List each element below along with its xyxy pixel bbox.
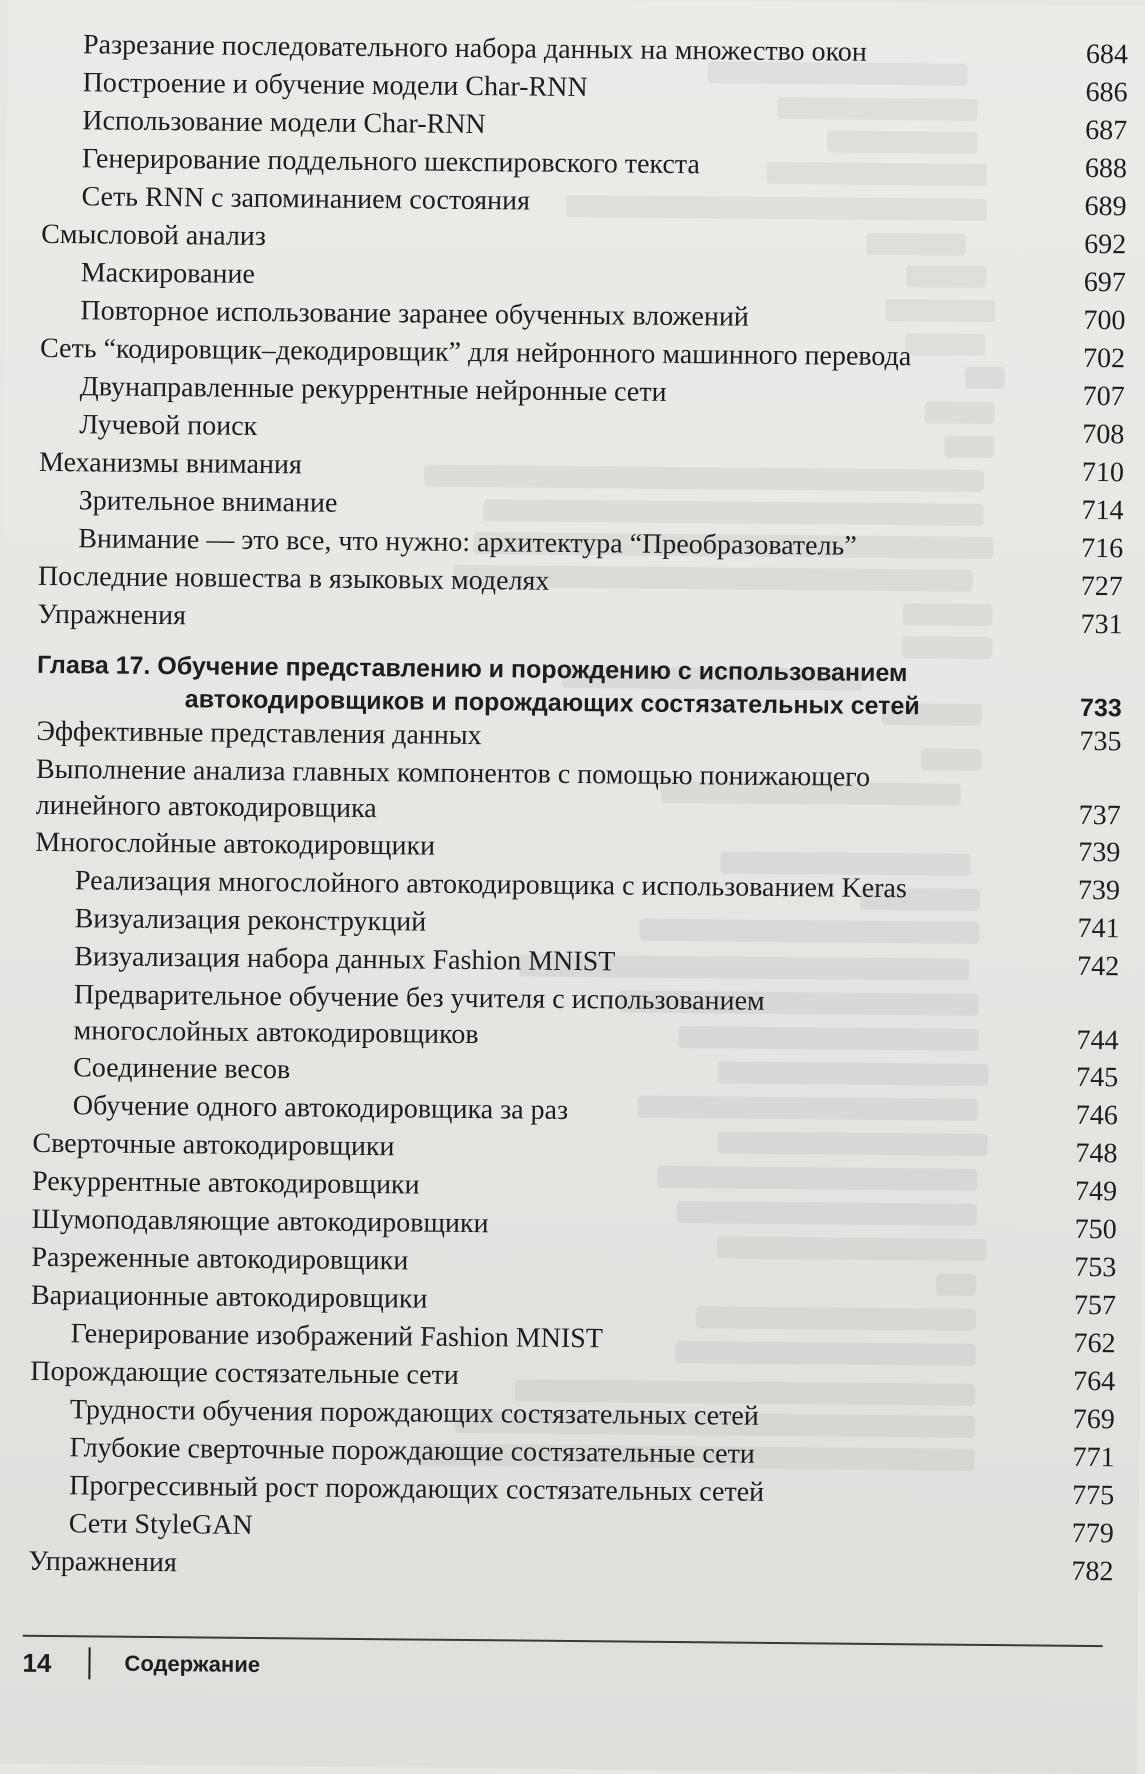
toc-entry-title-text: Использование модели Char-RNN (82, 105, 486, 141)
toc-entry-title-continuation: линейного автокодировщика (35, 790, 377, 825)
toc-entry-title-text: Сеть RNN с запоминанием состояния (81, 181, 531, 217)
toc-entry-page-number: 739 (1078, 836, 1121, 869)
toc-entry-title-text: Глубокие сверточные порождающие состязательные сети (69, 1431, 755, 1470)
toc-entry-title-text: Генерирование изображений Fashion MNIST (70, 1317, 604, 1354)
toc-entry-page-number: 739 (1077, 874, 1121, 907)
toc-entry-page-number: 735 (1079, 725, 1122, 758)
toc-entry-title-text: Упражнения (37, 598, 187, 632)
toc-entry-page-number: 782 (1071, 1555, 1114, 1587)
toc-entry-page-number: 753 (1074, 1251, 1117, 1283)
footer-rule (23, 1635, 1103, 1647)
toc-entry-page-number: 775 (1072, 1479, 1115, 1511)
chapter-title (32, 649, 1053, 724)
toc-entry-title-text: Повторное использование заранее обученных вложений (80, 295, 750, 333)
toc-entry-page-number: 697 (1083, 266, 1126, 299)
toc-entry-page-number: 742 (1077, 950, 1120, 983)
toc-entry-page-number: 700 (1083, 304, 1126, 337)
toc-entry-title-text: Предварительное обучение без учителя с использованием (73, 979, 765, 1017)
toc-entry-page-number: 746 (1075, 1099, 1118, 1131)
toc-entry[interactable] (31, 752, 1132, 835)
toc-entry-page-number: 731 (1080, 608, 1123, 641)
toc-entries-bottom (23, 714, 1131, 1592)
toc-entry-page-number: 714 (1081, 494, 1124, 527)
toc-entry-title-text: Зрительное внимание (78, 485, 338, 519)
toc-entry-page-number: 689 (1084, 190, 1127, 223)
toc-entry-page-number: 687 (1085, 114, 1128, 147)
page-footer (22, 1647, 260, 1681)
toc-entry-title-text: Выполнение анализа главных компонентов с помощью понижающего (35, 753, 871, 793)
toc-entry-title-text: Двунаправленные рекуррентные нейронные сети (79, 371, 667, 408)
toc-entry-page-number: 757 (1073, 1289, 1117, 1321)
toc-entry-page-number: 764 (1073, 1365, 1116, 1397)
toc-entry-page-number: 727 (1080, 570, 1124, 603)
toc-entry-page-number: 684 (1085, 38, 1129, 71)
toc-entry-page-number: 716 (1081, 532, 1124, 565)
running-footer-title: Содержание (124, 1650, 261, 1678)
chapter-title-line2: автокодировщиков и порождающих состязательных сетей (184, 684, 920, 720)
toc-entry-title-text: Разрезание последовательного набора данных на множество окон (82, 29, 867, 68)
toc-entry[interactable] (28, 977, 1129, 1060)
toc-entry-title-text: Визуализация набора данных Fashion MNIST (74, 941, 616, 978)
toc-entry-page-number: 707 (1082, 380, 1125, 413)
toc-entries-top (32, 27, 1138, 646)
toc-entry-title-text: Сверточные автокодировщики (32, 1127, 395, 1162)
toc-entry-title-text: Внимание — это все, что нужно: архитектура “Преобразователь” (78, 523, 857, 562)
toc-entry-title-text: Эффективные представления данных (36, 715, 482, 752)
chapter-page-number: 733 (1079, 693, 1122, 722)
footer-separator (88, 1647, 90, 1679)
toc-entry-page-number: 769 (1072, 1403, 1116, 1435)
toc-entry-page-number: 779 (1071, 1517, 1114, 1549)
toc-entry-title-text: Разреженные автокодировщики (31, 1241, 409, 1277)
toc-entry-title-text: Построение и обучение модели Char-RNN (82, 67, 588, 104)
toc-entry-page-number: 702 (1082, 342, 1126, 375)
toc-entry-page-number: 688 (1084, 152, 1128, 185)
toc-entry-title-text: Механизмы внимания (38, 446, 302, 481)
toc-entry-page-number: 762 (1073, 1327, 1116, 1359)
toc-entry-page-number: 741 (1077, 912, 1120, 945)
toc-entry-page-number: 692 (1084, 228, 1127, 261)
toc-entry-page-number: 737 (1078, 800, 1121, 832)
toc-entry-page-number: 744 (1076, 1025, 1119, 1057)
toc-entry-title-text: Реализация многослойного автокодировщика с использованием Keras (74, 865, 908, 904)
toc-entry-page-number: 708 (1082, 418, 1125, 451)
toc-entry-title-text: Визуализация реконструкций (74, 903, 427, 938)
chapter-title-line1: Глава 17. Обучение представлению и порождению с использованием (36, 650, 908, 688)
table-of-contents (23, 27, 1138, 1592)
toc-entry-title-continuation: многослойных автокодировщиков (73, 1015, 479, 1051)
toc-entry-title (28, 977, 1049, 1060)
toc-entry-page-number: 748 (1075, 1137, 1118, 1169)
toc-entry-page-number: 745 (1076, 1061, 1119, 1093)
toc-entry-title-text: Рекуррентные автокодировщики (31, 1165, 420, 1201)
toc-entry-page-number: 750 (1074, 1213, 1117, 1245)
toc-entry-title-text: Последние новшества в языковых моделях (37, 560, 550, 597)
toc-entry-title-text: Маскирование (80, 257, 256, 290)
toc-entry-title-text: Трудности обучения порождающих состязательных сетей (69, 1393, 759, 1432)
toc-entry-page-number: 710 (1081, 456, 1125, 489)
toc-entry-title-text: Вариационные автокодировщики (30, 1279, 428, 1315)
toc-entry-page-number: 749 (1074, 1175, 1118, 1207)
toc-entry-page-number: 686 (1085, 76, 1128, 109)
toc-entry-title (31, 752, 1052, 835)
toc-entry-title-text: Соединение весов (73, 1051, 291, 1085)
toc-entry-title-text: Смысловой анализ (41, 218, 267, 253)
page-folio: 14 (22, 1647, 52, 1678)
chapter-heading[interactable] (32, 649, 1133, 725)
toc-entry-title-text: Сети StyleGAN (68, 1507, 253, 1541)
toc-entry-title-text: Сеть “кодировщик–декодировщик” для нейронного машинного перевода (39, 332, 912, 373)
toc-entry-title-text: Генерирование поддельного шекспировского текста (81, 143, 700, 181)
toc-entry-title-text: Многослойные автокодировщики (35, 826, 436, 862)
toc-entry-page-number: 771 (1072, 1441, 1115, 1473)
toc-entry-title-text: Шумоподавляющие автокодировщики (31, 1203, 489, 1239)
toc-entry-title-text: Порождающие состязательные сети (30, 1355, 459, 1391)
toc-entry-title-text: Обучение одного автокодировщика за раз (72, 1089, 569, 1126)
toc-entry-title-text: Прогрессивный рост порождающих состязательных сетей (69, 1469, 765, 1508)
toc-entry-title-text: Лучевой поиск (79, 409, 258, 442)
toc-entry-title-text: Упражнения (28, 1545, 178, 1578)
